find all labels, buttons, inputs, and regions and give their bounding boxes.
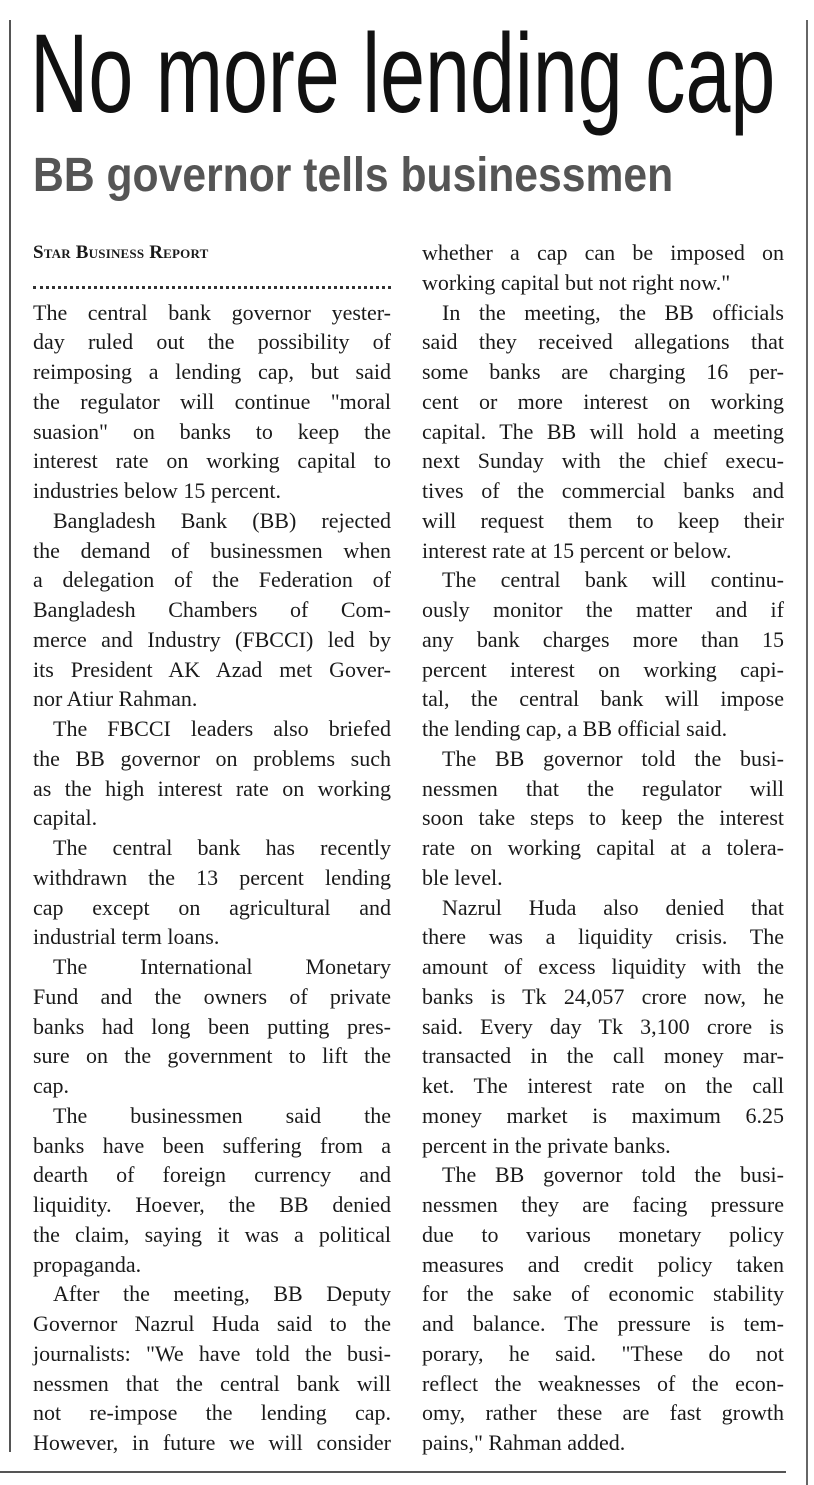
text-line: omy, rather these are fast growth <box>422 1400 784 1426</box>
text-line: ble level. <box>422 864 503 890</box>
text-line: industries below 15 percent. <box>33 478 282 503</box>
headline: No more lending cap <box>30 11 776 136</box>
text-line: The FBCCI leaders also briefed <box>53 716 391 741</box>
text-line: transacted in the call money mar- <box>422 1043 784 1069</box>
text-line: porary, he said. "These do not <box>422 1340 784 1366</box>
text-line: whether a cap can be imposed on <box>422 240 784 265</box>
text-line: Governor Nazrul Huda said to the <box>33 1311 391 1336</box>
article-column-right <box>422 238 784 1458</box>
text-line: Nazrul Huda also denied that <box>442 894 784 920</box>
paragraph <box>33 1279 391 1458</box>
paragraph <box>422 893 784 1161</box>
text-line: interest rate on working capital to <box>33 448 391 474</box>
text-line: the demand of businessmen when <box>33 537 391 563</box>
text-line: banks had long been putting pres- <box>33 1013 391 1039</box>
text-line: liquidity. Hoever, the BB denied <box>33 1192 391 1217</box>
text-line: reimposing a lending cap, but said <box>33 359 391 384</box>
text-line: said they received allegations that <box>422 329 784 355</box>
text-line: Bangladesh Bank (BB) rejected <box>53 507 391 533</box>
dotted-divider <box>33 268 391 298</box>
text-line: banks have been suffering from a <box>33 1132 391 1158</box>
article-column-left <box>33 238 391 1458</box>
left-border-rule <box>9 20 11 1452</box>
text-line: for the sake of economic stability <box>422 1281 784 1307</box>
text-line: rate on working capital at a tolera- <box>422 835 784 860</box>
text-line: reflect the weaknesses of the econ- <box>422 1370 784 1396</box>
text-line: Fund and the owners of private <box>33 983 391 1009</box>
text-line: and balance. The pressure is tem- <box>422 1311 784 1336</box>
text-line: the claim, saying it was a political <box>33 1221 391 1247</box>
text-line: its President AK Azad met Gover- <box>33 656 391 682</box>
text-line: The BB governor told the busi- <box>442 745 784 771</box>
text-line: Bangladesh Chambers of Com- <box>33 597 391 622</box>
text-line: tal, the central bank will impose <box>422 686 784 712</box>
text-line: capital. The BB will hold a meeting <box>422 418 784 444</box>
text-line: dearth of foreign currency and <box>33 1162 391 1188</box>
text-line: journalists: "We have told the busi- <box>33 1340 391 1366</box>
text-line: nessmen they are facing pressure <box>422 1192 784 1217</box>
text-line: measures and credit policy taken <box>422 1251 784 1277</box>
text-line: After the meeting, BB Deputy <box>53 1281 391 1307</box>
byline: Star Business Report <box>33 242 209 263</box>
text-line: some banks are charging 16 per- <box>422 359 784 384</box>
text-line: nessmen that the regulator will <box>422 775 784 801</box>
text-line: However, in future we will consider <box>33 1430 391 1455</box>
subheadline: BB governor tells businessmen <box>33 149 674 202</box>
paragraph <box>33 1101 391 1280</box>
text-line: not re-impose the lending cap. <box>33 1400 391 1426</box>
text-line: cap except on agricultural and <box>33 894 391 920</box>
text-line: the lending cap, a BB official said. <box>422 716 728 741</box>
text-line: a delegation of the Federation of <box>33 567 391 593</box>
paragraph <box>422 744 784 893</box>
text-line: the regulator will continue "moral <box>33 388 391 414</box>
text-line: any bank charges more than 15 <box>422 626 784 652</box>
text-line: said. Every day Tk 3,100 crore is <box>422 1013 784 1039</box>
text-line: the BB governor on problems such <box>33 745 391 771</box>
text-line: The central bank will continu- <box>442 567 784 593</box>
text-line: sure on the government to lift the <box>33 1043 391 1069</box>
text-line: money market is maximum 6.25 <box>422 1102 784 1128</box>
text-line: interest rate at 15 percent or below. <box>422 537 732 563</box>
text-line: suasion" on banks to keep the <box>33 418 391 444</box>
text-line: percent in the private banks. <box>422 1132 671 1158</box>
text-line: ously monitor the matter and if <box>422 597 784 622</box>
text-line: percent interest on working capi- <box>422 656 784 682</box>
paragraph <box>422 1160 784 1458</box>
text-line: The businessmen said the <box>53 1102 391 1128</box>
text-line: In the meeting, the BB officials <box>442 299 784 325</box>
text-line: next Sunday with the chief execu- <box>422 448 784 474</box>
text-line: cent or more interest on working <box>422 388 784 414</box>
paragraph <box>422 298 784 566</box>
text-line: tives of the commercial banks and <box>422 478 784 503</box>
text-line: nessmen that the central bank will <box>33 1370 391 1396</box>
text-line: working capital but not right now." <box>422 269 731 295</box>
text-line: The BB governor told the busi- <box>442 1162 784 1188</box>
text-line: The central bank governor yester- <box>33 299 391 325</box>
text-line: The International Monetary <box>53 954 391 979</box>
text-line: as the high interest rate on working <box>33 775 391 801</box>
text-line: capital. <box>33 805 98 831</box>
text-line: cap. <box>33 1073 70 1098</box>
paragraph <box>33 506 391 714</box>
right-border-rule <box>806 20 808 1485</box>
text-line: soon take steps to keep the interest <box>422 805 784 831</box>
text-line: pains," Rahman added. <box>422 1430 626 1455</box>
text-line: will request them to keep their <box>422 507 784 533</box>
text-line: industrial term loans. <box>33 924 220 950</box>
text-line: nor Atiur Rahman. <box>33 686 198 712</box>
text-line: The central bank has recently <box>53 835 391 860</box>
text-line: day ruled out the possibility of <box>33 329 391 355</box>
text-line: banks is Tk 24,057 crore now, he <box>422 983 784 1009</box>
text-line: amount of excess liquidity with the <box>422 954 784 979</box>
text-line: ket. The interest rate on the call <box>422 1073 784 1098</box>
text-line: due to various monetary policy <box>422 1221 784 1247</box>
paragraph <box>422 238 784 298</box>
text-line: propaganda. <box>33 1251 142 1277</box>
paragraph <box>422 565 784 744</box>
paragraph <box>33 952 391 1101</box>
paragraph <box>33 714 391 833</box>
text-line: withdrawn the 13 percent lending <box>33 864 391 890</box>
bottom-border-rule <box>0 1471 786 1473</box>
paragraph <box>33 833 391 952</box>
text-line: there was a liquidity crisis. The <box>422 924 784 950</box>
paragraph <box>33 298 391 506</box>
text-line: merce and Industry (FBCCI) led by <box>33 626 391 652</box>
